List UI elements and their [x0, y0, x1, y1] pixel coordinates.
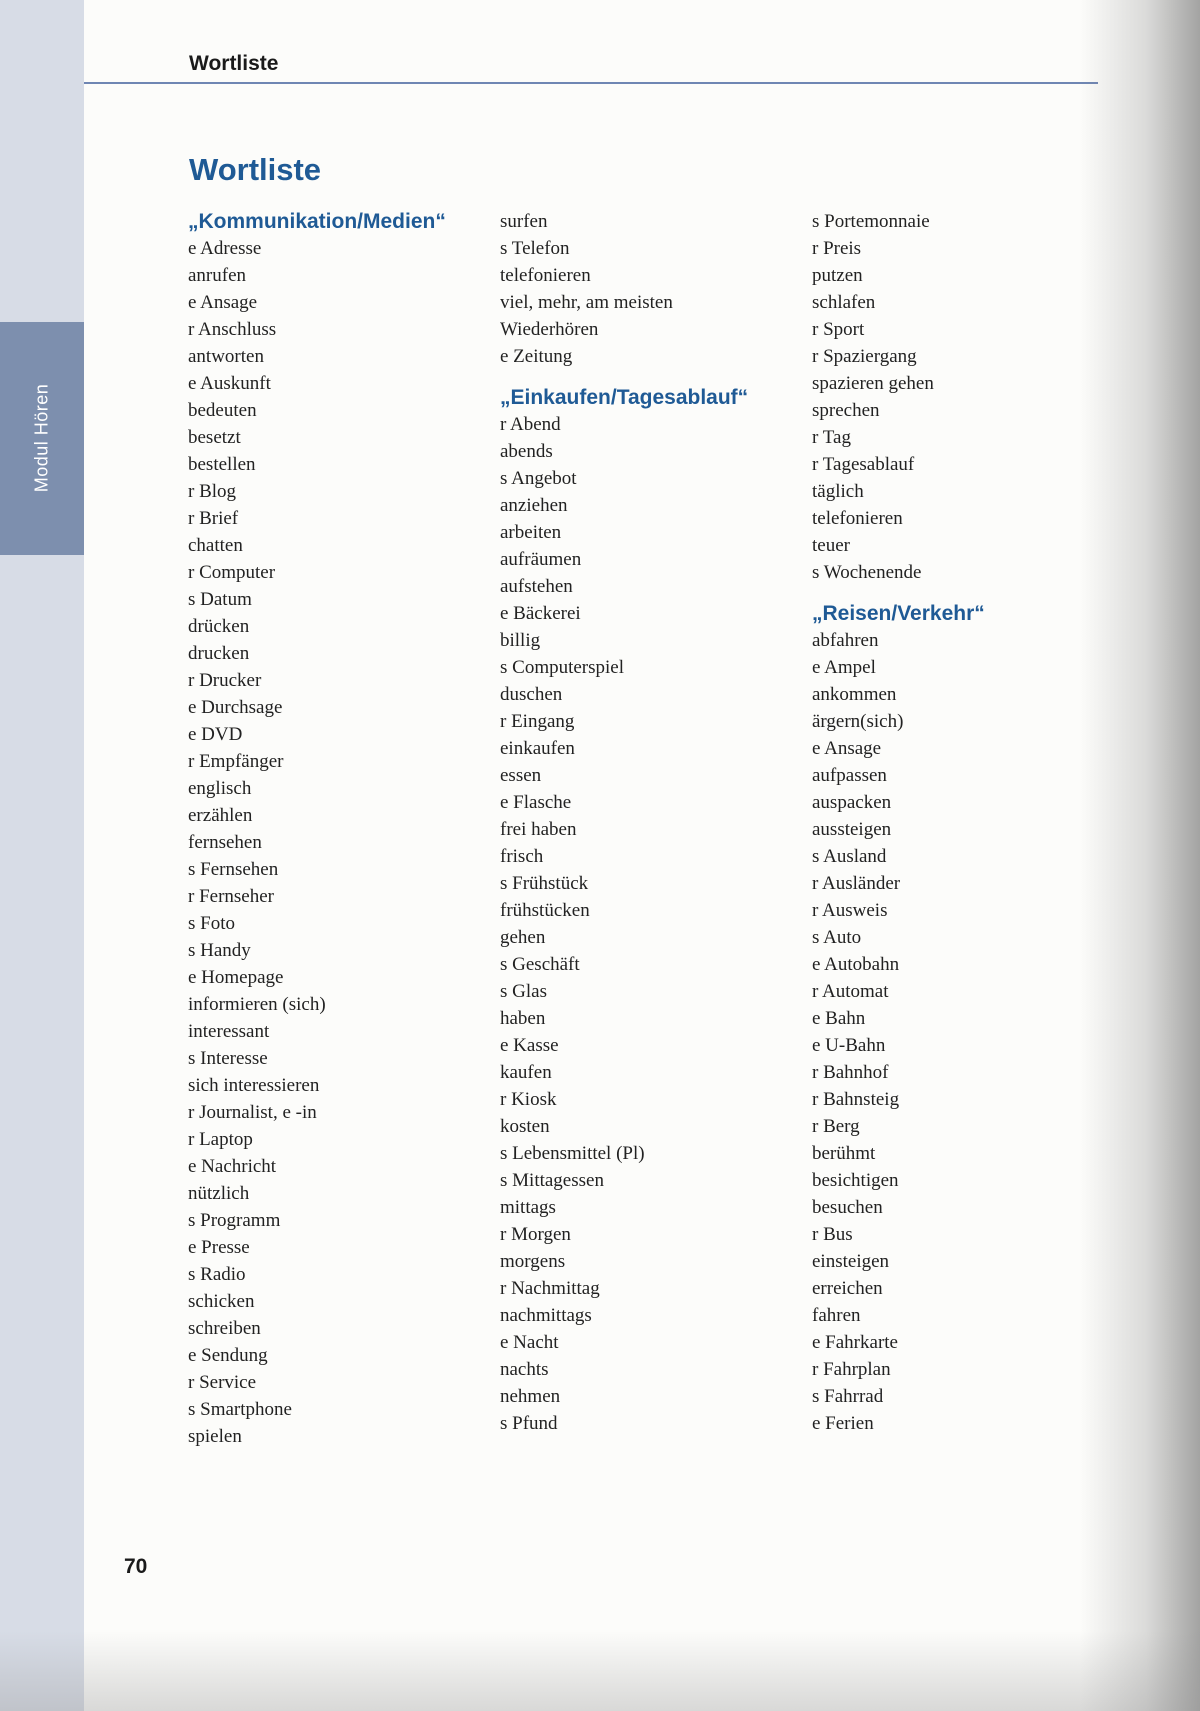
- word-entry: morgens: [500, 1251, 566, 1272]
- word-entry: e Flasche: [500, 792, 572, 813]
- word-entry: aussteigen: [812, 819, 892, 840]
- word-entry: r Blog: [188, 481, 237, 502]
- word-entry: auspacken: [812, 792, 892, 813]
- section-heading-einkaufen: „Einkaufen/Tagesablauf“: [500, 386, 749, 409]
- word-entry: arbeiten: [500, 522, 562, 543]
- word-entry: erzählen: [188, 805, 253, 826]
- word-entry: e Presse: [188, 1237, 250, 1258]
- page-number: 70: [124, 1555, 148, 1578]
- word-entry: erreichen: [812, 1278, 883, 1299]
- word-entry: e Bahn: [812, 1008, 866, 1029]
- word-entry: einsteigen: [812, 1251, 890, 1272]
- word-entry: e Autobahn: [812, 954, 900, 975]
- word-entry: r Fahrplan: [812, 1359, 891, 1380]
- word-entry: schicken: [188, 1291, 255, 1312]
- word-entry: abfahren: [812, 630, 879, 651]
- word-entry: e Kasse: [500, 1035, 559, 1056]
- bottom-shadow: [0, 1631, 1200, 1711]
- word-list-einkaufen-continued: [812, 208, 985, 586]
- word-entry: s Geschäft: [500, 954, 580, 975]
- word-entry: interessant: [188, 1021, 270, 1042]
- word-entry: surfen: [500, 211, 548, 232]
- word-entry: s Lebensmittel (Pl): [500, 1143, 645, 1164]
- section-spacer: [812, 586, 985, 600]
- word-entry: r Kiosk: [500, 1089, 557, 1110]
- word-entry: r Drucker: [188, 670, 262, 691]
- section-heading-kommunikation: „Kommunikation/Medien“: [188, 210, 446, 233]
- word-entry: drucken: [188, 643, 250, 664]
- running-header: Wortliste: [189, 52, 279, 75]
- word-entry: s Pfund: [500, 1413, 558, 1434]
- word-entry: s Programm: [188, 1210, 281, 1231]
- word-entry: berühmt: [812, 1143, 876, 1164]
- word-entry: telefonieren: [812, 508, 903, 529]
- word-entry: frühstücken: [500, 900, 590, 921]
- word-entry: täglich: [812, 481, 864, 502]
- word-entry: abends: [500, 441, 553, 462]
- word-entry: r Preis: [812, 238, 862, 259]
- word-entry: s Fernsehen: [188, 859, 279, 880]
- word-entry: r Bus: [812, 1224, 853, 1245]
- section-spacer: [500, 370, 748, 384]
- word-entry: einkaufen: [500, 738, 575, 759]
- word-entry: s Ausland: [812, 846, 887, 867]
- word-entry: telefonieren: [500, 265, 591, 286]
- word-entry: r Nachmittag: [500, 1278, 600, 1299]
- word-entry: e Auskunft: [188, 373, 271, 394]
- word-entry: r Berg: [812, 1116, 860, 1137]
- word-entry: s Computerspiel: [500, 657, 625, 678]
- word-entry: r Bahnhof: [812, 1062, 889, 1083]
- word-entry: besichtigen: [812, 1170, 899, 1191]
- word-entry: billig: [500, 630, 541, 651]
- word-entry: e Ansage: [812, 738, 882, 759]
- word-entry: e Fahrkarte: [812, 1332, 898, 1353]
- word-entry: e Nachricht: [188, 1156, 277, 1177]
- word-entry: r Brief: [188, 508, 239, 529]
- word-entry: s Wochenende: [812, 562, 922, 583]
- word-entry: chatten: [188, 535, 243, 556]
- section-heading-reisen: „Reisen/Verkehr“: [812, 602, 985, 625]
- word-entry: e Adresse: [188, 238, 262, 259]
- word-entry: ankommen: [812, 684, 897, 705]
- word-list-kommunikation: [188, 235, 446, 1450]
- word-entry: viel, mehr, am meisten: [500, 292, 673, 313]
- header-divider: [84, 82, 1098, 84]
- word-entry: schreiben: [188, 1318, 261, 1339]
- word-entry: r Abend: [500, 414, 561, 435]
- word-entry: e Zeitung: [500, 346, 573, 367]
- word-entry: s Angebot: [500, 468, 577, 489]
- binding-shadow: [1080, 0, 1200, 1711]
- column-3: [812, 208, 985, 1437]
- word-entry: s Telefon: [500, 238, 570, 259]
- word-entry: e Durchsage: [188, 697, 283, 718]
- word-entry: anrufen: [188, 265, 247, 286]
- word-entry: duschen: [500, 684, 563, 705]
- word-entry: s Smartphone: [188, 1399, 292, 1420]
- word-entry: englisch: [188, 778, 252, 799]
- word-entry: aufstehen: [500, 576, 573, 597]
- word-entry: spazieren gehen: [812, 373, 934, 394]
- word-entry: Wiederhören: [500, 319, 599, 340]
- side-tab-label: Modul Hören: [31, 383, 52, 493]
- word-entry: e DVD: [188, 724, 243, 745]
- word-entry: e Ferien: [812, 1413, 874, 1434]
- word-entry: s Handy: [188, 940, 251, 961]
- word-entry: s Auto: [812, 927, 862, 948]
- word-entry: r Spaziergang: [812, 346, 917, 367]
- word-entry: frei haben: [500, 819, 577, 840]
- column-1: [188, 208, 446, 1450]
- word-entry: besetzt: [188, 427, 241, 448]
- word-entry: fahren: [812, 1305, 861, 1326]
- word-entry: s Foto: [188, 913, 235, 934]
- word-entry: nachmittags: [500, 1305, 592, 1326]
- word-entry: r Bahnsteig: [812, 1089, 900, 1110]
- word-entry: anziehen: [500, 495, 568, 516]
- word-entry: kaufen: [500, 1062, 552, 1083]
- word-entry: teuer: [812, 535, 850, 556]
- word-entry: essen: [500, 765, 542, 786]
- word-entry: besuchen: [812, 1197, 883, 1218]
- word-entry: s Datum: [188, 589, 252, 610]
- left-margin-strip: [0, 0, 84, 1711]
- word-entry: r Morgen: [500, 1224, 571, 1245]
- word-entry: r Tagesablauf: [812, 454, 915, 475]
- word-entry: nachts: [500, 1359, 549, 1380]
- word-entry: e Sendung: [188, 1345, 268, 1366]
- word-entry: aufpassen: [812, 765, 887, 786]
- word-entry: s Glas: [500, 981, 547, 1002]
- word-entry: r Laptop: [188, 1129, 253, 1150]
- word-entry: e Ampel: [812, 657, 876, 678]
- word-entry: r Ausländer: [812, 873, 901, 894]
- word-entry: e Nacht: [500, 1332, 559, 1353]
- word-entry: spielen: [188, 1426, 242, 1447]
- word-entry: e Bäckerei: [500, 603, 581, 624]
- word-entry: r Automat: [812, 981, 889, 1002]
- word-entry: r Sport: [812, 319, 865, 340]
- word-entry: r Tag: [812, 427, 851, 448]
- word-entry: r Anschluss: [188, 319, 277, 340]
- word-entry: r Ausweis: [812, 900, 888, 921]
- word-entry: gehen: [500, 927, 546, 948]
- word-entry: s Mittagessen: [500, 1170, 604, 1191]
- page-title: Wortliste: [189, 152, 322, 187]
- word-list-reisen: [812, 627, 985, 1437]
- word-entry: mittags: [500, 1197, 556, 1218]
- word-entry: schlafen: [812, 292, 876, 313]
- word-entry: nützlich: [188, 1183, 250, 1204]
- word-entry: sprechen: [812, 400, 880, 421]
- word-entry: fernsehen: [188, 832, 262, 853]
- word-entry: s Frühstück: [500, 873, 589, 894]
- word-entry: nehmen: [500, 1386, 561, 1407]
- word-entry: e Ansage: [188, 292, 258, 313]
- word-entry: s Radio: [188, 1264, 246, 1285]
- word-entry: r Computer: [188, 562, 276, 583]
- word-entry: frisch: [500, 846, 544, 867]
- word-entry: bedeuten: [188, 400, 257, 421]
- word-entry: s Fahrrad: [812, 1386, 884, 1407]
- word-entry: bestellen: [188, 454, 256, 475]
- word-entry: r Fernseher: [188, 886, 274, 907]
- column-2: [500, 208, 748, 1437]
- word-entry: drücken: [188, 616, 250, 637]
- word-list-einkaufen: [500, 411, 748, 1437]
- word-list-kommunikation-continued: [500, 208, 748, 370]
- word-entry: ärgern(sich): [812, 711, 904, 732]
- word-entry: haben: [500, 1008, 546, 1029]
- word-entry: putzen: [812, 265, 863, 286]
- word-entry: kosten: [500, 1116, 550, 1137]
- word-entry: aufräumen: [500, 549, 582, 570]
- word-entry: e U-Bahn: [812, 1035, 886, 1056]
- word-entry: s Portemonnaie: [812, 211, 930, 232]
- word-entry: r Empfänger: [188, 751, 284, 772]
- word-entry: r Journalist, e -in: [188, 1102, 317, 1123]
- word-entry: r Eingang: [500, 711, 575, 732]
- word-entry: sich interessieren: [188, 1075, 320, 1096]
- word-entry: s Interesse: [188, 1048, 268, 1069]
- word-entry: antworten: [188, 346, 264, 367]
- word-entry: r Service: [188, 1372, 257, 1393]
- word-entry: informieren (sich): [188, 994, 326, 1015]
- word-entry: e Homepage: [188, 967, 284, 988]
